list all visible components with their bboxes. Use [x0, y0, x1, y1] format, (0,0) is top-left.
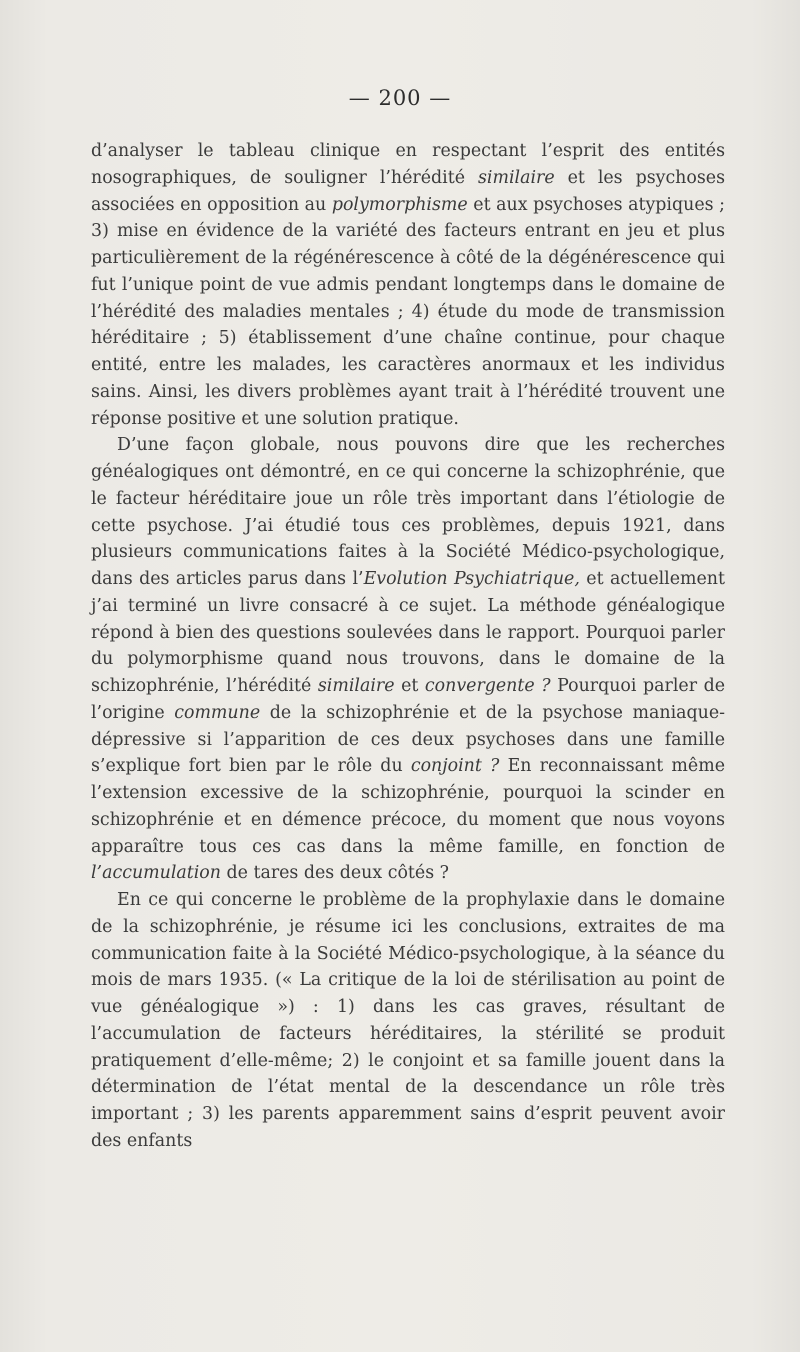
italic-term-convergente: convergente ?	[424, 676, 551, 696]
text-segment: et aux psychoses atypiques ; 3) mise en évidence de la variété des facteurs entrant en jeu et plus particulièrement de la régénérescence à côté de la dégénérescence qui fut l’unique point de vue admis pendant longtemps dans le domaine de l’hérédité des maladies mentales ; 4) étude du mode de transmission héréditaire ; 5) établissement d’une chaîne continue, pour chaque entité, entre les malades, les caractères anormaux et les individus sains. Ainsi, les divers problèmes ayant trait à l’hérédité trouvent une réponse positive et une solution pratique.	[91, 194, 725, 429]
text-segment: et	[394, 676, 425, 696]
paragraph-2	[91, 432, 725, 887]
paragraph-1	[91, 138, 725, 432]
text-segment: En ce qui concerne le problème de la prophylaxie dans le domaine de la schizophrénie, je résume ici les conclusions, extraites de ma communication faite à la Société Médico-psychologique, à la séance du mois de mars 1935. (« La critique de la loi de stérilisation au point de vue généalogique ») : 1) dans les cas graves, résultant de l’accumulation de facteurs héréditaires, la stérilité se produit pratiquement d’elle-même; 2) le conjoint et sa famille jouent dans la détermination de l’état mental de la descendance un rôle très important ; 3) les parents apparemment sains d’esprit peuvent avoir des enfants	[91, 890, 725, 1151]
italic-term-conjoint: conjoint ?	[410, 756, 500, 777]
text-segment: de tares des deux côtés ?	[220, 863, 449, 884]
text-segment: D’une façon globale, nous pouvons dire que les recherches généalogiques ont démontré, en ce qui concerne la schizophrénie, que le facteur héréditaire joue un rôle très important dans l’étiologie de cette psychose. J’ai étudié tous ces problèmes, depuis 1921, dans plusieurs communications faites à la Société Médico-psychologique, dans des articles parus dans l’	[91, 435, 725, 589]
italic-term-similaire: similaire	[317, 676, 395, 696]
text-segment: En reconnaissant même l’extension excessive de la schizophrénie, pourquoi la scinder en schizophrénie et en démence précoce, du moment que nous voyons apparaître tous ces cas dans la même famille, en fonction de	[91, 756, 725, 857]
body-text	[91, 138, 725, 1155]
paragraph-3	[91, 887, 725, 1155]
italic-term-similaire: similaire	[477, 167, 555, 188]
italic-term-commune: commune	[174, 702, 261, 723]
text-segment: et les psychoses associées en opposition au	[91, 167, 725, 215]
italic-term-accumulation: l’accumulation	[91, 863, 221, 884]
page-number: — 200 —	[348, 86, 452, 110]
text-segment: et actuellement j’ai terminé un livre consacré à ce sujet. La méthode généalogique répond à bien des questions soulevées dans le rapport. Pourquoi parler du polymorphisme quand nous trouvons, dans le domaine de la schizophrénie, l’hérédité	[91, 569, 725, 696]
italic-term-polymorphisme: polymorphisme	[331, 194, 468, 215]
italic-journal-title: Evolution Psychiatrique,	[363, 569, 580, 589]
text-segment: de la schizophrénie et de la psychose maniaque-dépressive si l’apparition de ces deux psychoses dans une famille s’explique fort bien par le rôle du	[91, 702, 725, 777]
text-segment: Pourquoi parler de l’origine	[91, 676, 725, 723]
text-segment: d’analyser le tableau clinique en respectant l’esprit des entités nosographiques, de souligner l’hérédité	[91, 141, 725, 188]
